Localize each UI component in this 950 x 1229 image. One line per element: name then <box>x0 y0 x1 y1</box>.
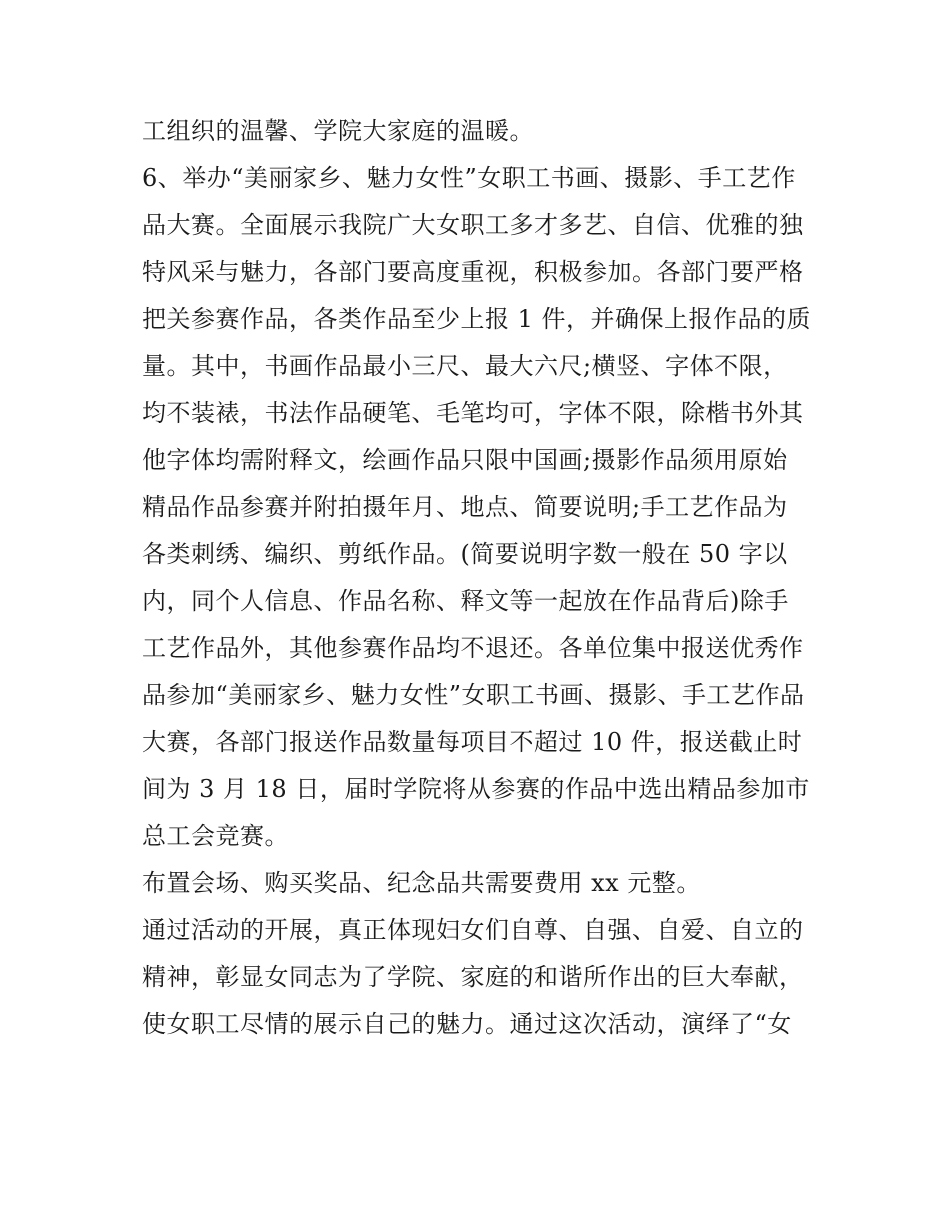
text-line: 内，同个人信息、作品名称、释文等一起放在作品背后)除手 <box>142 587 789 615</box>
text-line: 各类刺绣、编织、剪纸作品。(简要说明字数一般在 50 字以 <box>142 540 788 568</box>
text-line: 他字体均需附释文，绘画作品只限中国画;摄影作品须用原始 <box>142 446 788 474</box>
text-line: 精神，彰显女同志为了学院、家庭的和谐所作出的巨大奉献， <box>142 963 804 991</box>
text-line: 把关参赛作品，各类作品至少上报 1 件，并确保上报作品的质 <box>142 305 812 333</box>
text-line: 6、举办“美丽家乡、魅力女性”女职工书画、摄影、手工艺作 <box>142 164 796 192</box>
text-line: 精品作品参赛并附拍摄年月、地点、简要说明;手工艺作品为 <box>142 493 788 521</box>
text-line: 品大赛。全面展示我院广大女职工多才多艺、自信、优雅的独 <box>142 211 804 239</box>
text-line: 量。其中，书画作品最小三尺、最大六尺;横竖、字体不限， <box>142 352 788 380</box>
text-line: 布置会场、购买奖品、纪念品共需要费用 xx 元整。 <box>142 869 701 897</box>
text-line: 工艺作品外，其他参赛作品均不退还。各单位集中报送优秀作 <box>142 634 804 662</box>
text-line: 通过活动的开展，真正体现妇女们自尊、自强、自爱、自立的 <box>142 916 804 944</box>
text-line: 间为 3 月 18 日，届时学院将从参赛的作品中选出精品参加市 <box>142 775 810 803</box>
text-line: 品参加“美丽家乡、魅力女性”女职工书画、摄影、手工艺作品 <box>142 681 805 709</box>
text-line: 特风采与魅力，各部门要高度重视，积极参加。各部门要严格 <box>142 258 804 286</box>
text-line: 工组织的温馨、学院大家庭的温暖。 <box>142 117 534 145</box>
text-line: 均不装裱，书法作品硬笔、毛笔均可，字体不限，除楷书外其 <box>142 399 804 427</box>
text-line: 大赛，各部门报送作品数量每项目不超过 10 件，报送截止时 <box>142 728 803 756</box>
text-line: 总工会竞赛。 <box>142 822 289 850</box>
document-body <box>142 108 822 1048</box>
text-line: 使女职工尽情的展示自己的魅力。通过这次活动，演绎了“女 <box>142 1010 792 1038</box>
